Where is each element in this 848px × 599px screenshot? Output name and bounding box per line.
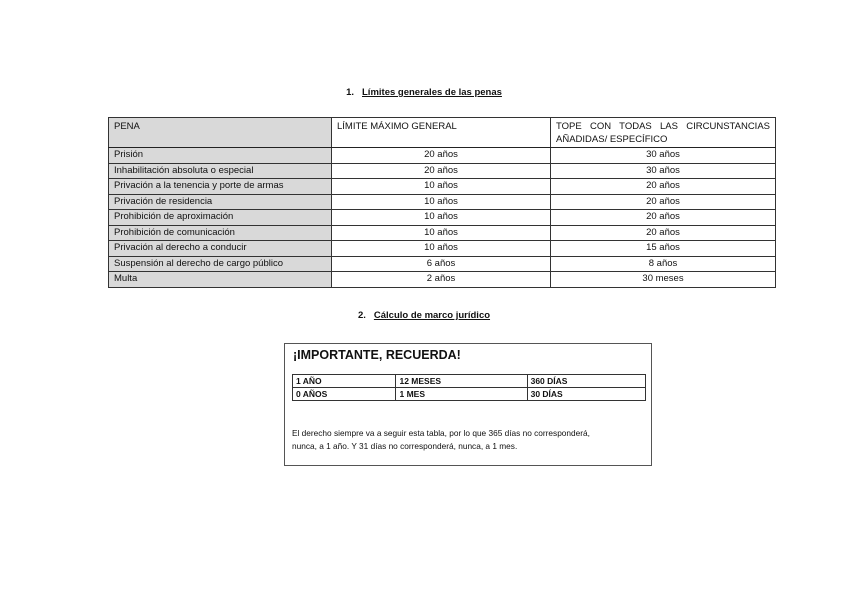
section-2-heading <box>0 310 848 321</box>
max-cell: 10 años <box>332 179 551 195</box>
tope-cell: 20 años <box>551 179 776 195</box>
section-1-title: Límites generales de las penas <box>362 87 502 98</box>
pena-cell: Prohibición de aproximación <box>109 210 332 226</box>
pena-cell: Privación a la tenencia y porte de armas <box>109 179 332 195</box>
header-pena: PENA <box>109 118 332 148</box>
table-row <box>109 241 776 257</box>
tope-cell: 30 meses <box>551 272 776 288</box>
pena-cell: Prisión <box>109 148 332 164</box>
tope-cell: 20 años <box>551 210 776 226</box>
table-row <box>109 163 776 179</box>
reminder-box <box>284 343 652 466</box>
table-row <box>109 225 776 241</box>
max-cell: 10 años <box>332 194 551 210</box>
section-2-title: Cálculo de marco jurídico <box>373 310 491 321</box>
reminder-note <box>292 427 648 453</box>
header-tope-line1: TOPE CON TODAS LAS CIRCUNSTANCIAS <box>556 121 770 132</box>
tope-cell: 15 años <box>551 241 776 257</box>
pena-cell: Multa <box>109 272 332 288</box>
max-cell: 10 años <box>332 241 551 257</box>
conversion-cell: 360 DÍAS <box>527 375 645 388</box>
conversion-cell: 0 AÑOS <box>293 388 396 401</box>
penalty-limits-table <box>108 117 776 288</box>
pena-cell: Inhabilitación absoluta o especial <box>109 163 332 179</box>
table-row <box>109 272 776 288</box>
table-header-row <box>109 118 776 148</box>
section-1-heading <box>0 87 848 98</box>
pena-cell: Privación al derecho a conducir <box>109 241 332 257</box>
header-tope-line2: AÑADIDAS/ ESPECÍFICO <box>556 134 668 145</box>
table-row <box>109 179 776 195</box>
max-cell: 20 años <box>332 163 551 179</box>
tope-cell: 30 años <box>551 148 776 164</box>
tope-cell: 8 años <box>551 256 776 272</box>
conversion-table <box>292 374 646 401</box>
conversion-cell: 12 MESES <box>396 375 527 388</box>
max-cell: 10 años <box>332 210 551 226</box>
pena-cell: Privación de residencia <box>109 194 332 210</box>
header-limite-maximo: LÍMITE MÁXIMO GENERAL <box>332 118 551 148</box>
max-cell: 10 años <box>332 225 551 241</box>
reminder-title: ¡IMPORTANTE, RECUERDA! <box>293 348 461 362</box>
header-tope <box>551 118 776 148</box>
max-cell: 2 años <box>332 272 551 288</box>
conversion-cell: 30 DÍAS <box>527 388 645 401</box>
section-1-number: 1. <box>346 87 354 98</box>
table-row <box>109 256 776 272</box>
conversion-cell: 1 MES <box>396 388 527 401</box>
table-row <box>109 194 776 210</box>
table-row <box>109 148 776 164</box>
pena-cell: Suspensión al derecho de cargo público <box>109 256 332 272</box>
tope-cell: 20 años <box>551 225 776 241</box>
max-cell: 6 años <box>332 256 551 272</box>
max-cell: 20 años <box>332 148 551 164</box>
section-2-number: 2. <box>357 310 366 321</box>
pena-cell: Prohibición de comunicación <box>109 225 332 241</box>
table-row <box>293 375 646 388</box>
reminder-note-line1: El derecho siempre va a seguir esta tabla, por lo que 365 días no corresponderá, <box>292 428 590 438</box>
tope-cell: 30 años <box>551 163 776 179</box>
conversion-cell: 1 AÑO <box>293 375 396 388</box>
tope-cell: 20 años <box>551 194 776 210</box>
table-row <box>293 388 646 401</box>
table-row <box>109 210 776 226</box>
reminder-note-line2: nunca, a 1 año. Y 31 días no corresponderá, nunca, a 1 mes. <box>292 441 518 451</box>
